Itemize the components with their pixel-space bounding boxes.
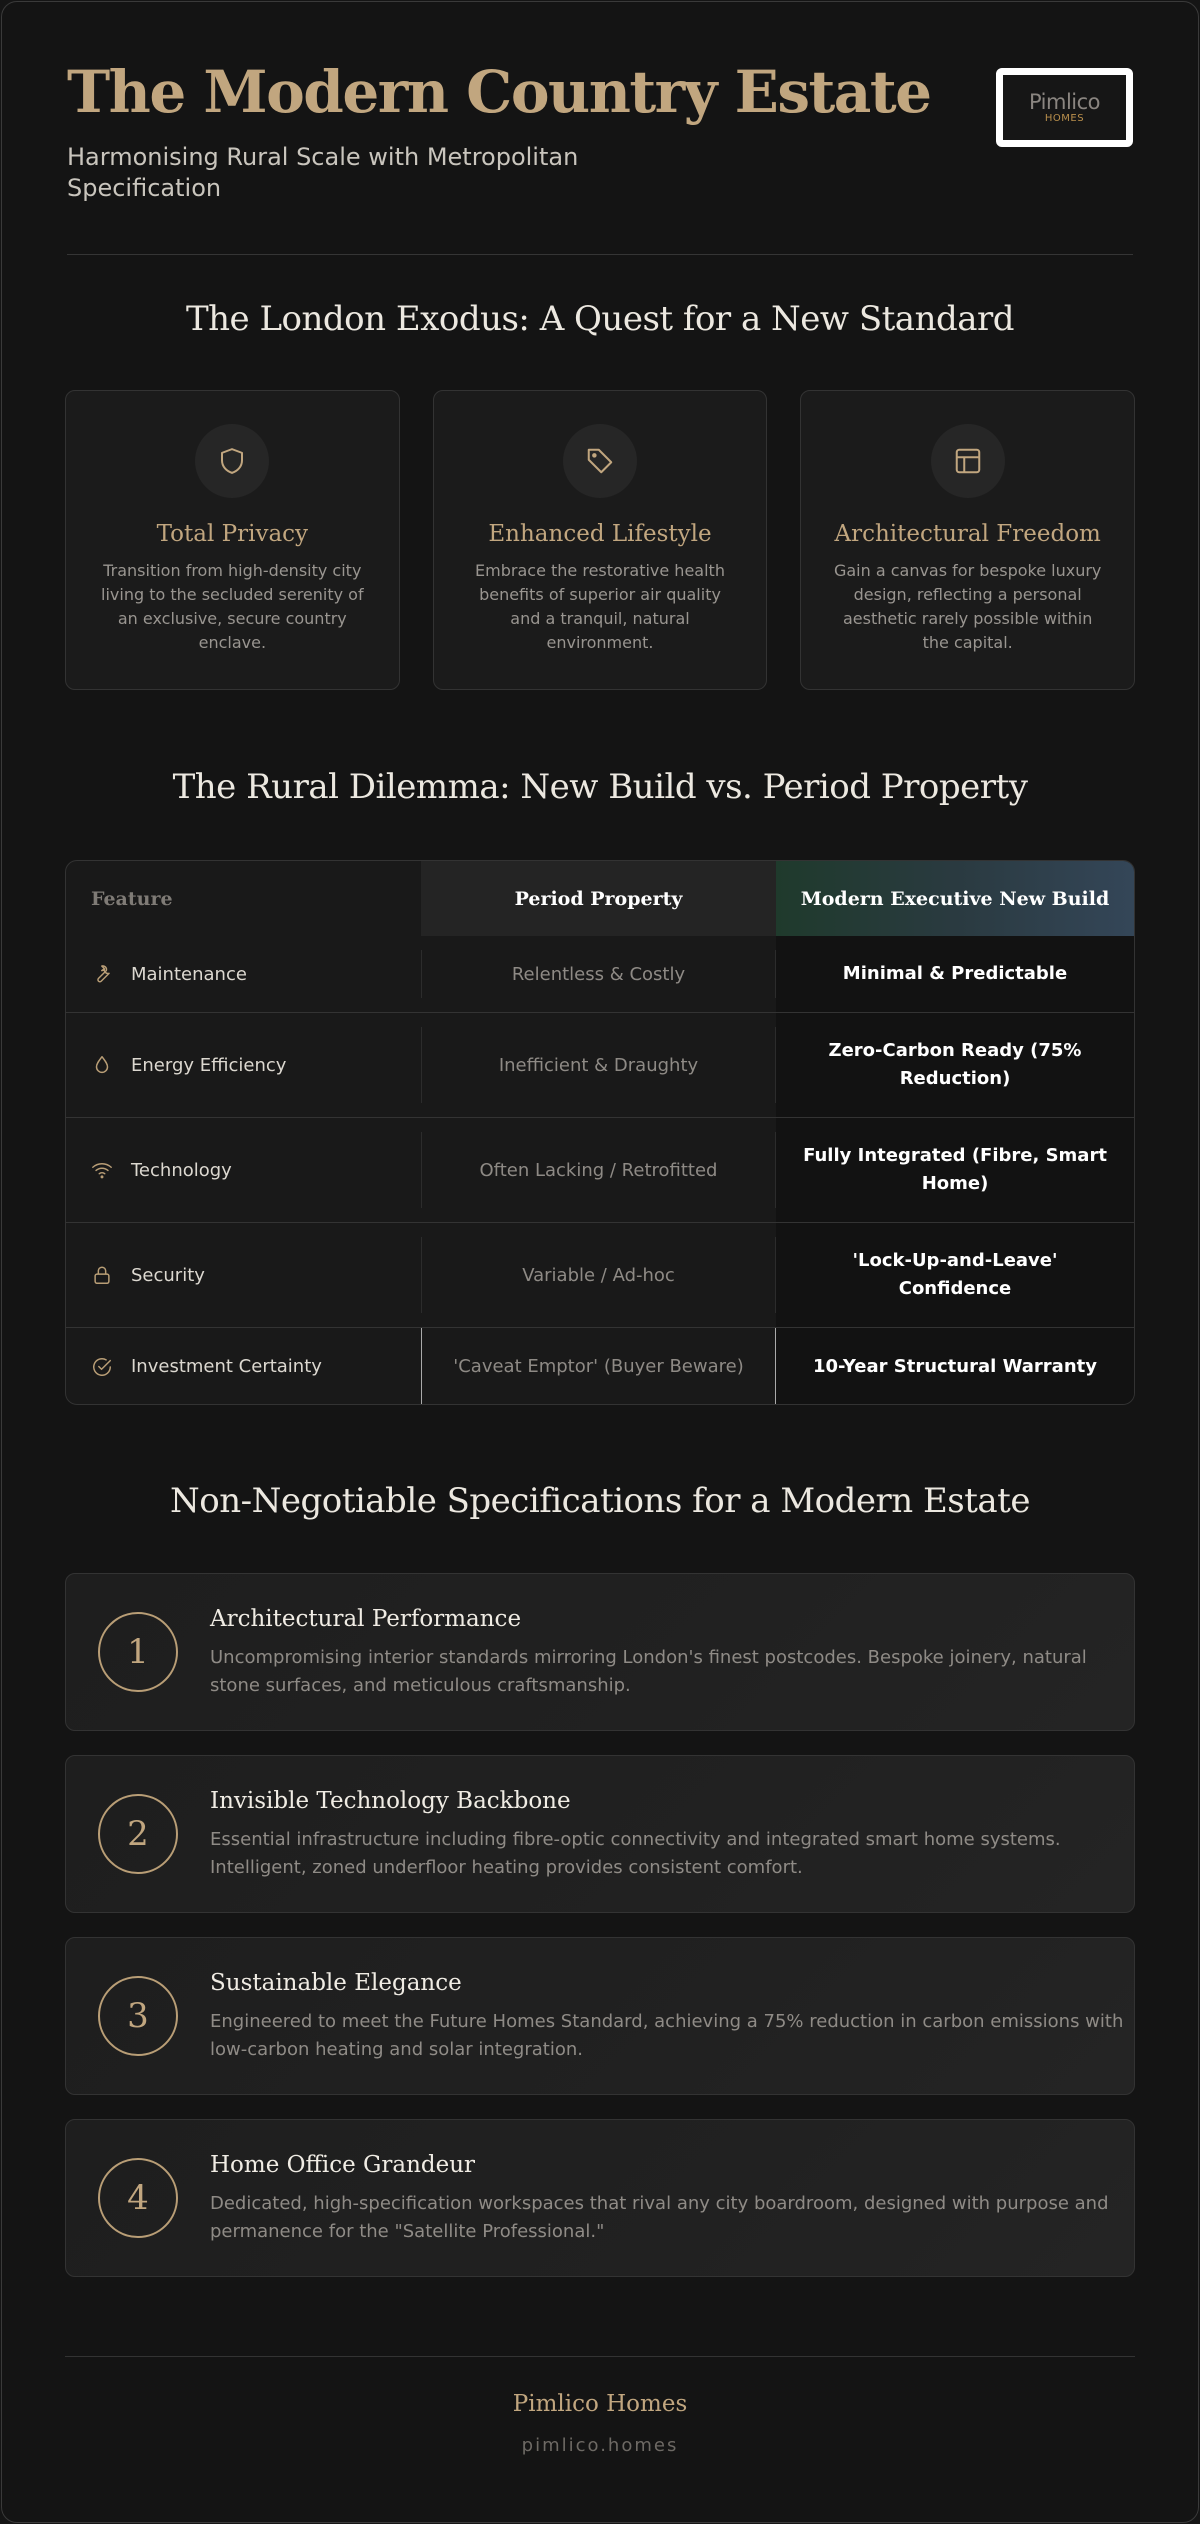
header-period: Period Property	[421, 861, 776, 936]
period-value: Often Lacking / Retrofitted	[421, 1118, 776, 1222]
exodus-section-title: The London Exodus: A Quest for a New Standard	[185, 299, 1015, 339]
spec-text: Essential infrastructure including fibre-optic connectivity and integrated smart home systems. Intelligent, zoned underfloor heating provides consistent comfort.	[210, 1829, 1061, 1878]
card-text: Embrace the restorative health benefits of superior air quality and a tranquil, natural environment.	[475, 561, 725, 652]
wrench-icon	[91, 963, 113, 985]
check-circle-icon	[91, 1356, 113, 1378]
specs-section-title: Non-Negotiable Specifications for a Modern Estate	[170, 1481, 1030, 1521]
spec-number: 4	[98, 2158, 178, 2238]
header	[67, 2, 1133, 255]
period-value: 'Caveat Emptor' (Buyer Beware)	[421, 1328, 776, 1405]
dilemma-section-title: The Rural Dilemma: New Build vs. Period Property	[172, 767, 1028, 807]
card-text: Gain a canvas for bespoke luxury design, reflecting a personal aesthetic rarely possible within the capital.	[833, 561, 1102, 652]
page-title: The Modern Country Estate	[67, 58, 931, 126]
spec-text: Dedicated, high-specification workspaces that rival any city boardroom, designed with purpose and permanence for the "Satellite Professional."	[210, 2193, 1109, 2242]
period-value: Variable / Ad-hoc	[421, 1223, 776, 1327]
feature-label: Investment Certainty	[131, 1356, 322, 1377]
spec-text: Uncompromising interior standards mirroring London's finest postcodes. Bespoke joinery, natural stone surfaces, and meticulous craftsmanship.	[210, 1647, 1087, 1696]
footer-link[interactable]: pimlico.homes	[521, 2435, 679, 2456]
period-value: Relentless & Costly	[421, 936, 776, 1012]
period-value: Inefficient & Draughty	[421, 1013, 776, 1117]
header-feature: Feature	[91, 887, 173, 910]
feature-cards	[65, 390, 1135, 690]
feature-label: Security	[131, 1264, 205, 1286]
spec-card	[65, 1573, 1135, 1731]
tag-icon	[563, 424, 637, 498]
spec-number: 1	[98, 1612, 178, 1692]
table-row	[66, 1118, 1134, 1223]
table-row	[66, 1013, 1134, 1118]
card-title: Architectural Freedom	[834, 521, 1101, 547]
card-text: Transition from high-density city living to the secluded serenity of an exclusive, secure country enclave.	[101, 561, 364, 652]
feature-card-lifestyle	[433, 390, 768, 690]
spec-title: Architectural Performance	[210, 1606, 522, 1632]
comparison-table	[65, 860, 1135, 1405]
new-build-value: Zero-Carbon Ready (75% Reduction)	[776, 1013, 1134, 1117]
lock-icon	[91, 1264, 113, 1286]
new-build-value: Minimal & Predictable	[776, 936, 1134, 1012]
feature-label: Energy Efficiency	[131, 1054, 287, 1076]
feature-label: Maintenance	[131, 963, 247, 985]
spec-number: 2	[98, 1794, 178, 1874]
spec-text: Engineered to meet the Future Homes Standard, achieving a 75% reduction in carbon emissions with low-carbon heating and solar integration.	[210, 2011, 1124, 2060]
spec-title: Home Office Grandeur	[210, 2152, 476, 2178]
new-build-value: 'Lock-Up-and-Leave' Confidence	[776, 1223, 1134, 1327]
new-build-value: 10-Year Structural Warranty	[776, 1328, 1134, 1405]
spec-number: 3	[98, 1976, 178, 2056]
footer-brand: Pimlico Homes	[512, 2391, 688, 2417]
droplet-icon	[91, 1054, 113, 1076]
layout-icon	[931, 424, 1005, 498]
card-title: Enhanced Lifestyle	[488, 521, 712, 547]
new-build-value: Fully Integrated (Fibre, Smart Home)	[776, 1118, 1134, 1222]
spec-title: Sustainable Elegance	[210, 1970, 462, 1996]
spec-card	[65, 1937, 1135, 2095]
spec-card	[65, 2119, 1135, 2277]
wifi-icon	[91, 1159, 113, 1181]
feature-label: Technology	[131, 1159, 232, 1181]
feature-card-freedom	[800, 390, 1135, 690]
spec-title: Invisible Technology Backbone	[210, 1788, 571, 1814]
card-title: Total Privacy	[156, 521, 309, 547]
page-subtitle: Harmonising Rural Scale with Metropolitan Specification	[67, 143, 579, 202]
logo-name: Pimlico	[1028, 89, 1101, 114]
spec-card	[65, 1755, 1135, 1913]
feature-card-privacy	[65, 390, 400, 690]
table-row	[66, 1223, 1134, 1328]
table-row	[66, 1328, 1134, 1405]
table-row	[66, 936, 1134, 1013]
footer	[65, 2356, 1135, 2456]
header-new-build: Modern Executive New Build	[776, 861, 1134, 936]
logo[interactable]	[996, 68, 1133, 147]
table-header-row	[66, 861, 1134, 936]
logo-sub: HOMES	[1044, 112, 1085, 124]
shield-icon	[195, 424, 269, 498]
